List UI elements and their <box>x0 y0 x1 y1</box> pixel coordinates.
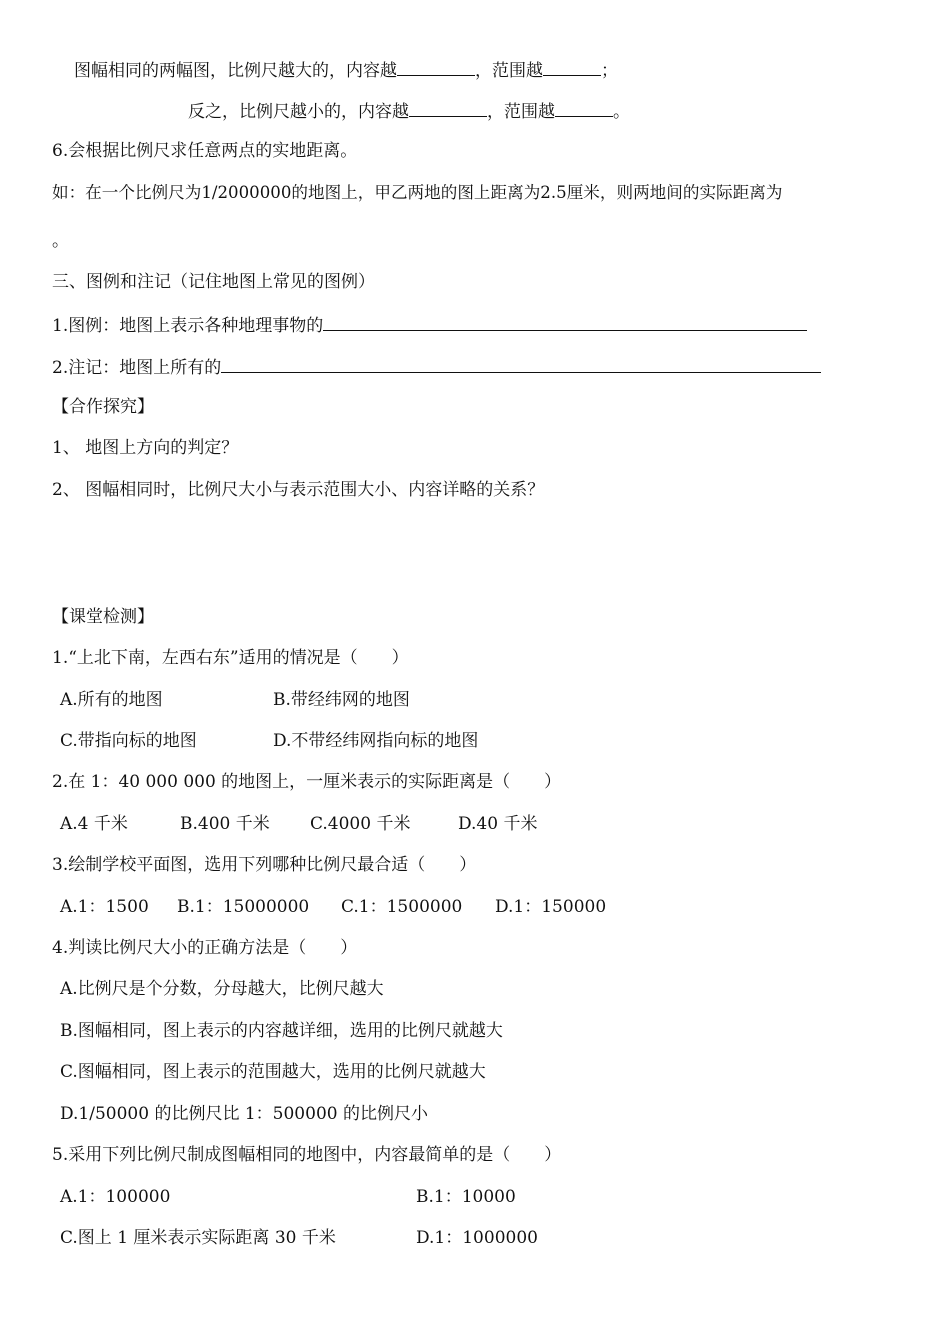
example-question: 如：在一个比例尺为1/2000000的地图上，甲乙两地的图上距离为2.5厘米，则两地间的实际距离为 <box>52 183 783 202</box>
quiz-q4-option-d[interactable]: D.1/50000 的比例尺比 1：500000 的比例尺小 <box>60 1104 428 1124</box>
quiz-heading: 【课堂检测】 <box>52 607 154 627</box>
quiz-q2-option-d[interactable]: D.40 千米 <box>458 814 538 834</box>
quiz-q5-stem: 5.采用下列比例尺制成图幅相同的地图中，内容最简单的是（ ） <box>52 1145 562 1165</box>
quiz-q3-option-b[interactable]: B.1：15000000 <box>177 897 310 917</box>
blank-legend-definition[interactable] <box>323 313 807 331</box>
scale-line-1-text-b: ，范围越 <box>475 61 543 81</box>
blank-range-small[interactable] <box>555 99 613 117</box>
quiz-q3-option-a[interactable]: A.1：1500 <box>60 897 149 917</box>
quiz-q2-stem: 2.在 1：40 000 000 的地图上，一厘米表示的实际距离是（ ） <box>52 772 562 792</box>
legend-item-1-text: 1.图例：地图上表示各种地理事物的 <box>52 316 324 336</box>
quiz-q2-option-b[interactable]: B.400 千米 <box>180 814 270 834</box>
quiz-q5-option-b[interactable]: B.1：10000 <box>416 1187 516 1207</box>
quiz-q1-option-d[interactable]: D.不带经纬网指向标的地图 <box>273 731 479 751</box>
explore-question-1: 1、 地图上方向的判定？ <box>52 438 239 458</box>
quiz-q1-option-b[interactable]: B.带经纬网的地图 <box>273 690 410 710</box>
item-6: 6.会根据比例尺求任意两点的实地距离。 <box>52 141 358 161</box>
quiz-q2-option-c[interactable]: C.4000 千米 <box>310 814 411 834</box>
legend-heading: 三、图例和注记（记住地图上常见的图例） <box>52 272 375 292</box>
quiz-q2-option-a[interactable]: A.4 千米 <box>60 814 128 834</box>
scale-line-2-text-a: 反之，比例尺越小的，内容越 <box>188 102 409 122</box>
quiz-q3-stem: 3.绘制学校平面图，选用下列哪种比例尺最合适（ ） <box>52 855 477 875</box>
quiz-q4-option-b[interactable]: B.图幅相同，图上表示的内容越详细，选用的比例尺就越大 <box>60 1021 503 1041</box>
quiz-q1-stem: 1.“上北下南，左西右东”适用的情况是（ ） <box>52 648 409 668</box>
blank-range-large[interactable] <box>543 58 601 76</box>
quiz-q1-option-c[interactable]: C.带指向标的地图 <box>60 731 197 751</box>
quiz-q4-option-a[interactable]: A.比例尺是个分数，分母越大，比例尺越大 <box>60 979 384 999</box>
blank-annotation-definition[interactable] <box>221 355 821 373</box>
scale-line-2 <box>188 99 630 123</box>
quiz-q5-option-c[interactable]: C.图上 1 厘米表示实际距离 30 千米 <box>60 1228 336 1248</box>
quiz-q1-option-a[interactable]: A.所有的地图 <box>60 690 163 710</box>
example-question-end: 。 <box>52 231 69 251</box>
quiz-q4-stem: 4.判读比例尺大小的正确方法是（ ） <box>52 938 358 958</box>
legend-item-2-text: 2.注记：地图上所有的 <box>52 358 222 378</box>
quiz-q5-option-a[interactable]: A.1：100000 <box>60 1187 171 1207</box>
legend-item-1 <box>52 313 807 337</box>
legend-item-2 <box>52 355 821 379</box>
explore-question-2: 2、 图幅相同时，比例尺大小与表示范围大小、内容详略的关系？ <box>52 480 545 500</box>
scale-line-1 <box>74 58 618 82</box>
quiz-q5-option-d[interactable]: D.1：1000000 <box>416 1228 538 1248</box>
quiz-q3-option-d[interactable]: D.1：150000 <box>495 897 607 917</box>
blank-content-large[interactable] <box>397 58 475 76</box>
blank-content-small[interactable] <box>409 99 487 117</box>
scale-line-1-text-a: 图幅相同的两幅图，比例尺越大的，内容越 <box>74 61 397 81</box>
quiz-q4-option-c[interactable]: C.图幅相同，图上表示的范围越大，选用的比例尺就越大 <box>60 1062 486 1082</box>
quiz-q3-option-c[interactable]: C.1：1500000 <box>341 897 463 917</box>
scale-line-2-end: 。 <box>613 102 630 122</box>
scale-line-2-text-b: ，范围越 <box>487 102 555 122</box>
explore-heading: 【合作探究】 <box>52 397 154 417</box>
scale-line-1-end: ； <box>601 61 618 81</box>
